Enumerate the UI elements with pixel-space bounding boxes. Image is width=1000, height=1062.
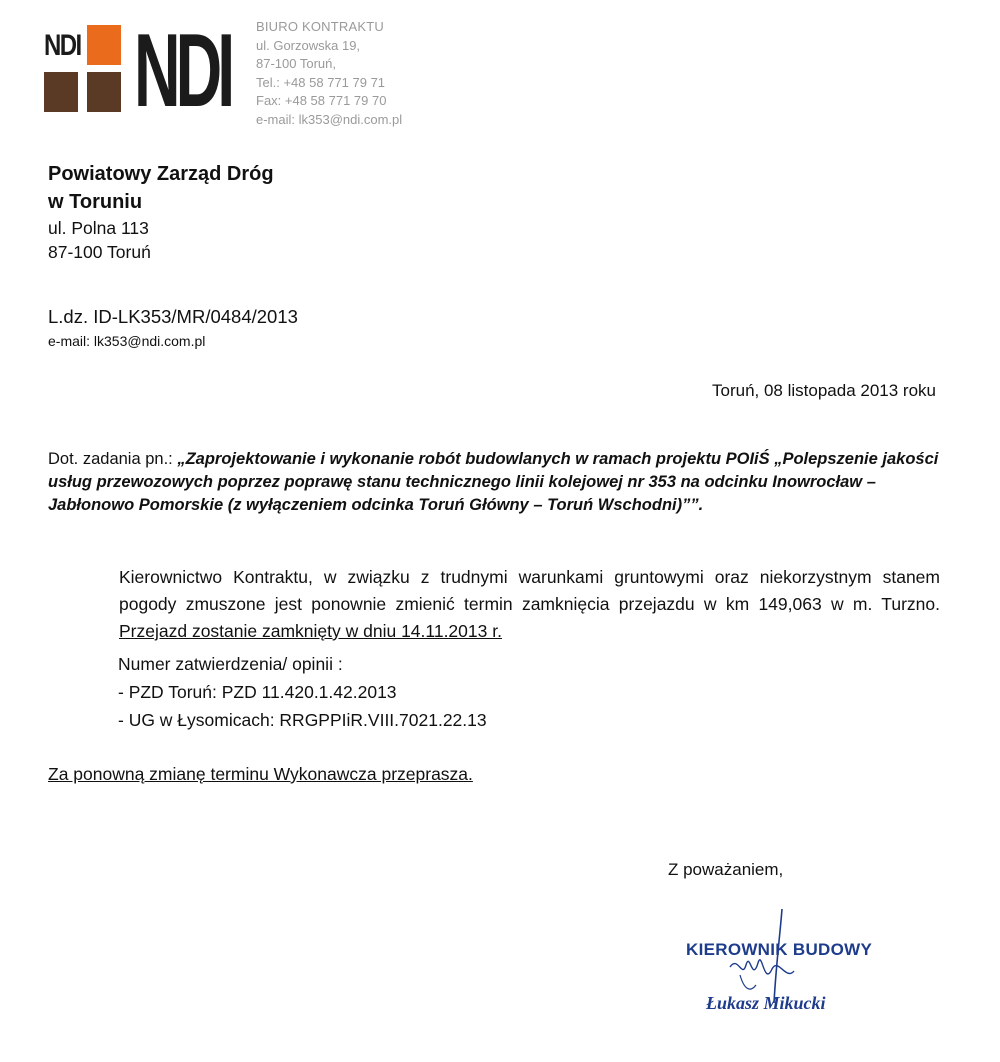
recipient-name-city: w Toruniu [48, 191, 143, 213]
body-paragraph [48, 564, 940, 645]
company-logo [44, 13, 231, 129]
office-city: 87-100 Toruń, [256, 56, 336, 72]
logo-square-orange [87, 25, 121, 65]
approval-list [118, 650, 487, 734]
contact-block [256, 18, 402, 130]
subject [48, 448, 940, 517]
reference-email: e-mail: lk353@ndi.com.pl [48, 333, 206, 349]
logo-big-text: NDI [134, 13, 231, 129]
letter-date: Toruń, 08 listopada 2013 roku [712, 381, 936, 400]
recipient-city: 87-100 Toruń [48, 242, 151, 262]
stamp-name: Łukasz Mikucki [706, 993, 826, 1013]
recipient-address [48, 160, 274, 264]
apology-text: Za ponowną zmianę terminu Wykonawcza przeprasza. [48, 764, 473, 784]
office-tel: Tel.: +48 58 771 79 71 [256, 74, 386, 90]
closing-regards: Z poważaniem, [668, 860, 784, 879]
office-email: e-mail: lk353@ndi.com.pl [256, 111, 403, 127]
logo-small-text: NDI [44, 29, 81, 62]
office-street: ul. Gorzowska 19, [256, 37, 361, 53]
recipient-street: ul. Polna 113 [48, 218, 149, 238]
stamp-title: KIEROWNIK BUDOWY [686, 940, 873, 959]
office-name: BIURO KONTRAKTU [256, 19, 384, 34]
recipient-name: Powiatowy Zarząd Dróg [48, 163, 274, 185]
reference-number: L.dz. ID-LK353/MR/0484/2013 [48, 306, 298, 327]
body-text: Kierownictwo Kontraktu, w związku z trudnymi warunkami gruntowymi oraz niekorzystnym stanem pogody zmuszone jest ponownie zmienić termin zamknięcia przejazdu w km 149,063 w m. Turzno. [119, 567, 940, 614]
closure-date-text: Przejazd zostanie zamknięty w dniu 14.11.2013 r. [119, 621, 502, 641]
subject-text: „Zaprojektowanie i wykonanie robót budowlanych w ramach projektu POIiŚ „Polepszenie jakości usług przewozowych poprzez poprawę stanu technicznego linii kolejowej nr 353 na odcinku Inowrocław – Jabłonowo Pomorskie (z wyłączeniem odcinka Toruń Główny – Toruń Wschodni)””. [48, 450, 939, 514]
office-fax: Fax: +48 58 771 79 70 [256, 93, 387, 109]
letter-body [48, 564, 940, 645]
logo-square-brown-left [44, 72, 78, 112]
subject-prefix: Dot. zadania pn.: [48, 450, 173, 468]
approval-item: - PZD Toruń: PZD 11.420.1.42.2013 [118, 682, 397, 702]
logo-square-brown-right [87, 72, 121, 112]
approval-item: - UG w Łysomicach: RRGPPIiR.VIII.7021.22.13 [118, 710, 487, 730]
approval-label: Numer zatwierdzenia/ opinii : [118, 654, 343, 674]
